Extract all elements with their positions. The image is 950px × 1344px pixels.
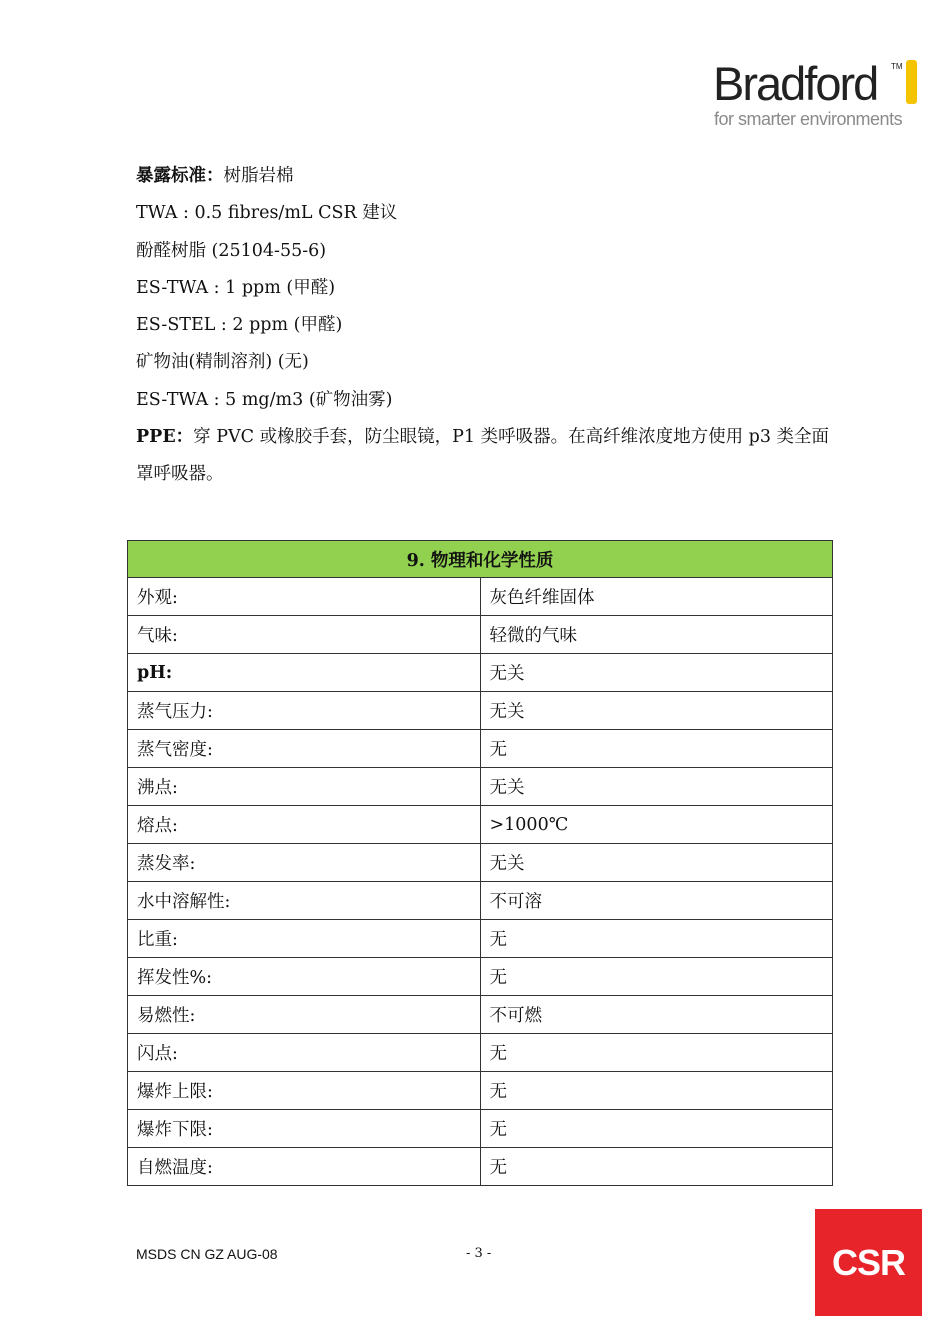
table-row: [128, 1072, 833, 1110]
mineral-oil-line: 矿物油(精制溶剂) (无): [136, 352, 309, 373]
property-value: 无: [480, 920, 833, 958]
table-row: [128, 958, 833, 996]
bradford-logo-word: Bradford: [713, 57, 878, 110]
property-label: 蒸气压力:: [128, 692, 481, 730]
footer-page-number: - 3 -: [466, 1246, 492, 1261]
property-value: 无关: [480, 654, 833, 692]
property-value: >1000℃: [480, 806, 833, 844]
es-twa-formaldehyde-line: ES-TWA : 1 ppm (甲醛): [136, 277, 336, 298]
table-row: [128, 806, 833, 844]
property-value: 无: [480, 958, 833, 996]
property-value: 不可溶: [480, 882, 833, 920]
exposure-standard-label: 暴露标准：: [136, 166, 224, 186]
bradford-tagline: for smarter environments: [714, 109, 903, 129]
property-label: 闪点:: [128, 1034, 481, 1072]
phenolic-resin-line: 酚醛树脂 (25104-55-6): [136, 240, 327, 261]
property-value: 无关: [480, 768, 833, 806]
table-row: [128, 882, 833, 920]
exposure-standard-value: 树脂岩棉: [223, 166, 294, 186]
property-label: 自燃温度:: [128, 1148, 481, 1186]
table-row: [128, 996, 833, 1034]
property-value: 无关: [480, 844, 833, 882]
property-label: 爆炸下限:: [128, 1110, 481, 1148]
section-title: 9. 物理和化学性质: [128, 541, 833, 578]
bradford-logo: [713, 58, 923, 138]
property-label: 蒸发率:: [128, 844, 481, 882]
property-label: 比重:: [128, 920, 481, 958]
table-row: [128, 1110, 833, 1148]
property-label: [128, 654, 481, 692]
table-row: [128, 844, 833, 882]
property-label: 水中溶解性:: [128, 882, 481, 920]
table-row: [128, 920, 833, 958]
property-value: 无: [480, 1034, 833, 1072]
bradford-logo-tm: TM: [891, 62, 903, 71]
table-row: [128, 768, 833, 806]
property-label: 蒸气密度:: [128, 730, 481, 768]
ppe-label: PPE：: [136, 427, 194, 448]
table-row: [128, 1034, 833, 1072]
property-label: 爆炸上限:: [128, 1072, 481, 1110]
es-stel-formaldehyde-line: ES-STEL : 2 ppm (甲醛): [136, 315, 343, 336]
table-row: [128, 730, 833, 768]
table-row: [128, 654, 833, 692]
twa-fibre-line: TWA : 0.5 fibres/mL CSR 建议: [136, 203, 398, 224]
csr-logo: CSR: [815, 1209, 922, 1316]
property-label: 沸点:: [128, 768, 481, 806]
bradford-logo-bar-icon: [906, 60, 917, 104]
ph-label: pH:: [137, 662, 173, 683]
ppe-text: 穿 PVC 或橡胶手套，防尘眼镜，P1 类呼吸器。在高纤维浓度地方使用 p3 类全面罩呼吸器。: [136, 427, 830, 485]
property-value: 无: [480, 730, 833, 768]
exposure-section: [136, 158, 836, 494]
section-header-row: [128, 541, 833, 578]
es-twa-mineral-oil-line: ES-TWA : 5 mg/m3 (矿物油雾): [136, 389, 393, 410]
table-row: [128, 1148, 833, 1186]
property-value: 无: [480, 1148, 833, 1186]
table-row: [128, 692, 833, 730]
property-value: 不可燃: [480, 996, 833, 1034]
property-label: 挥发性%:: [128, 958, 481, 996]
property-value: 灰色纤维固体: [480, 578, 833, 616]
exposure-standard-line: [136, 158, 836, 195]
table-row: [128, 616, 833, 654]
ppe-paragraph: [136, 419, 836, 494]
property-label: 易燃性:: [128, 996, 481, 1034]
property-label: 气味:: [128, 616, 481, 654]
table-row: [128, 578, 833, 616]
property-value: 无: [480, 1110, 833, 1148]
physical-chemical-properties-table: [127, 540, 833, 1186]
property-label: 熔点:: [128, 806, 481, 844]
footer-doc-code: MSDS CN GZ AUG-08: [136, 1246, 278, 1262]
property-value: 无关: [480, 692, 833, 730]
property-value: 轻微的气味: [480, 616, 833, 654]
property-label: 外观:: [128, 578, 481, 616]
property-value: 无: [480, 1072, 833, 1110]
